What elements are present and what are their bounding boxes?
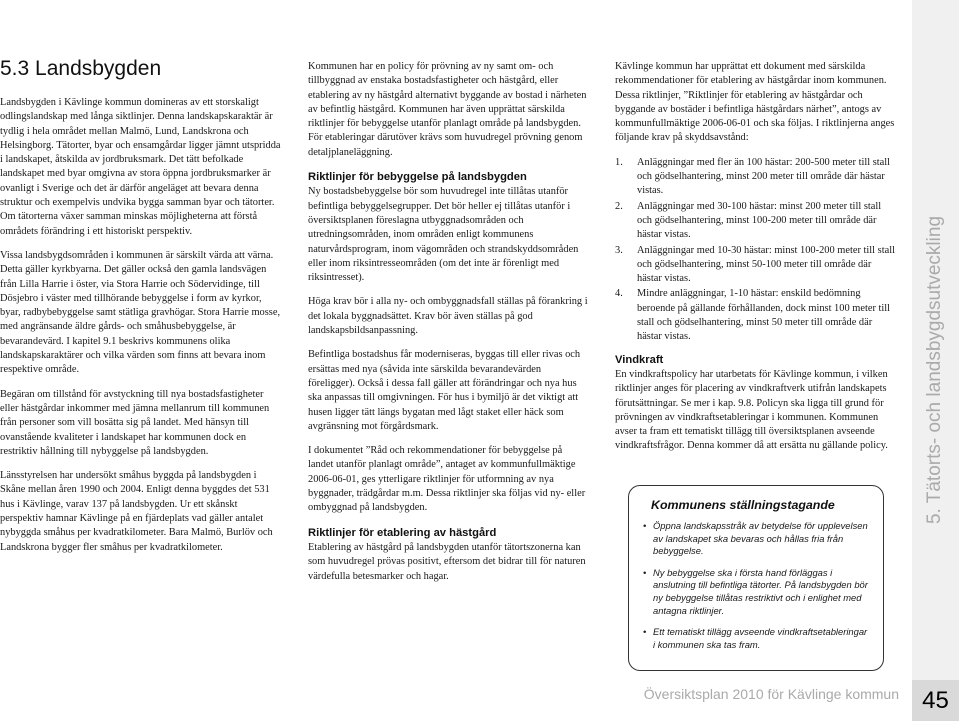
paragraph: Vissa landsbygdsområden i kommunen är särskilt värda att värna. Detta gäller kyrkbyarna. Det gäller också den gamla landsvägen från Lilla Harrie i öster, via Stora Harrie och Södervidinge, till Dösjebro i väster med tillhörande bebyggelse i form av kyrkor, byar, radbybebyggelse samt stätliga gravhögar. Stora Harrie mosse, med angränsande äldre gårds- och småhusbebyggelse, är bevarandevärd. I kapitel 9.1 beskrivs kommunens olika landskapskaraktärer och vilka värden som finns att bevara inom respektive område.: [0, 249, 281, 376]
list-item-text: Anläggningar med fler än 100 hästar: 200-500 meter till stall och gödselhantering, minst 200 meter till område där hästar vistas.: [637, 156, 891, 197]
list-item: [615, 244, 897, 287]
bullet-icon: •: [643, 566, 647, 578]
paragraph: Länsstyrelsen har undersökt småhus byggda på landsbygden i Skåne mellan åren 1990 och 2004. Enligt denna byggdes det 531 hus i Kävlinge, varav 137 på landsbygden. Ur ett skånskt perspektiv hamnar Kävlinge på en fjärdeplats vad gäller antalet nybyggda småhus per kvadratkilometer. Bara Malmö, Burlöv och Landskrona bygger fler småhus per kvadratkilometer.: [0, 470, 273, 553]
list-item: [615, 156, 897, 199]
subheading-guidelines-horse-farm: Riktlinjer för etablering av hästgård: [308, 526, 497, 539]
bullet-icon: •: [643, 520, 647, 531]
column-3: [615, 60, 897, 464]
bullet-icon: •: [643, 626, 647, 638]
list-item-text: Ett tematiskt tillägg avseende vindkraftsetableringar i kommunen ska tas fram.: [653, 626, 868, 650]
distance-requirements-list: [615, 156, 897, 345]
list-item: [643, 520, 871, 558]
paragraph: Befintliga bostadshus får moderniseras, byggas till eller rivas och ersättas med nya (såvida inte särskilda bevarandevärden föreligger). Också i dessa fall gäller att förändringar och nya hus ska anpassas till omgivningen. För hus i bymiljö är det viktigt att husen ligger tätt längs bygatan med lågt staket eller häck som avgränsning mot förgårdsmark.: [308, 349, 581, 432]
box-title: Kommunens ställningstagande: [651, 498, 835, 512]
list-item: [615, 200, 897, 243]
list-item: [643, 567, 871, 617]
subheading-wind-power: Vindkraft: [615, 353, 664, 366]
municipal-position-box: [628, 485, 884, 671]
list-item-text: Öppna landskapsstråk av betydelse för upplevelsen av landskapet ska bevaras och hållas fria från bebyggelse.: [653, 520, 868, 557]
list-number: 1.: [615, 156, 623, 168]
list-number: 4.: [615, 288, 623, 300]
subheading-guidelines-rural-building: Riktlinjer för bebyggelse på landsbygden: [308, 171, 527, 184]
list-item-text: Anläggningar med 10-30 hästar: minst 100-200 meter till stall och gödselhantering, minst 50-100 meter till område där hästar vistas.: [637, 244, 895, 285]
footer-document-title: Översiktsplan 2010 för Kävlinge kommun: [643, 686, 899, 702]
list-item-text: Anläggningar med 30-100 hästar: minst 200 meter till stall och gödselhantering, minst 100-200 meter till område där hästar vistas.: [637, 200, 882, 241]
page-number: 45: [912, 680, 959, 721]
paragraph: En vindkraftspolicy har utarbetats för Kävlinge kommun, i vilken riktlinjer anges för placering av vindkraftverk utifrån landskapets förutsättningar. Se mer i kap. 9.8. Policyn ska ligga till grund för prövningen av vindkraftsetableringar i kommunen. Kommunen avser ta fram ett tematiskt tillägg till översiktsplanen avseende vindkraftsfrågor. Denna kommer då att ersätta nu gällande policy.: [615, 368, 888, 452]
paragraph: Begäran om tillstånd för avstyckning till nya bostadsfastigheter eller hästgårdar inkommer med jämna mellanrum till kommunen från personer som vill bosätta sig på landet. Med hänsyn till ovanstående kvaliteter i landskapet har kommunen dock en restriktiv hållning till nybyggelse på landsbygden.: [0, 388, 270, 457]
list-item: [615, 287, 897, 344]
column-1: [0, 96, 282, 565]
section-title: 5.3 Landsbygden: [0, 57, 162, 80]
paragraph: I dokumentet ”Råd och rekommendationer för bebyggelse på landet utanför planlagt område”, antaget av kommunfullmäktige 2006-06-01, ges ytterligare riktlinjer för utformning av nya byggnader, trädgårdar m.m. Dessa riktlinjer ska följas vid ny- eller ombyggnad på landsbygden.: [308, 445, 586, 514]
list-number: 3.: [615, 244, 623, 256]
list-item: [643, 626, 871, 651]
list-number: 2.: [615, 200, 623, 212]
paragraph: Kommunen har en policy för prövning av ny samt om- och tillbyggnad av enstaka bostadsfastigheter och hästgård, eller etablering av ny hästgård alternativt byggande av bostad i närheten av befintlig hästgård. Kommunen har även upprättat särskilda riktlinjer för bebyggelse utanför planlagt område på landsbygden. För etableringar därutöver krävs som huvudregel prövning genom detaljplaneläggning.: [308, 61, 587, 158]
paragraph: Ny bostadsbebyggelse bör som huvudregel inte tillåtas utanför befintliga bebyggelsegrupper. Det bör heller ej tillåtas utanför i översiktsplanen föreslagna utbyggnadsområden och utredningsområden, inom områden enligt kommunens naturvårdsprogram, inom vägområden och strandskyddsområden eller inom riksintresseområden (om det inte är förenligt med riksintresset).: [308, 186, 579, 284]
chapter-title-vertical: 5. Tätorts- och landsbygdsutveckling: [924, 215, 945, 525]
list-item-text: Mindre anläggningar, 1-10 hästar: enskild bedömning beroende på gällande förhållanden, dock minst 100 meter till stall och gödselhantering, minst 50 meter till område där hästar vistas.: [637, 288, 891, 343]
list-item-text: Ny bebyggelse ska i första hand förläggas i anslutning till befintliga tätorter. På landsbygden bör ny bebyggelse tillåtas restriktivt och i enlighet med antagna riktlinjer.: [653, 566, 868, 616]
paragraph: Höga krav bör i alla ny- och ombyggnadsfall ställas på förankring i det lokala byggnadsättet. Krav bör även ställas på god landskapsbildsanpassning.: [308, 296, 588, 337]
paragraph: Etablering av hästgård på landsbygden utanför tätortszonerna kan som huvudregel prövas positivt, eftersom det bidrar till för naturen värdefulla betesmarker och hagar.: [308, 541, 586, 582]
position-list: [643, 520, 871, 651]
paragraph: Kävlinge kommun har upprättat ett dokument med särskilda rekommendationer för etablering av hästgårdar inom kommunen. Dessa riktlinjer, ”Riktlinjer för etablering av hästgårdar och byggande av bostäder i befintliga hästgårdars närhet”, antogs av kommunfullmäktige 2006-06-01 och ska följas. I riktlinjerna anges följande krav på skyddsavstånd:: [615, 61, 895, 144]
column-2: [308, 60, 590, 594]
paragraph: Landsbygden i Kävlinge kommun domineras av ett storskaligt odlingslandskap med långa siktlinjer. Denna landskapskaraktär är tydlig i hela området mellan Malmö, Lund, Landskrona och Helsingborg. Tätorter, byar och ensamgårdar ligger jämnt utspridda i landskapet, åtskilda av jordbruksmark. Det tätt befolkade landskapet med byar omgivna av stora öppna jordbruksmarker är ovanligt i Sverige och det är därför angeläget att bevara denna struktur och exempelvis undvika bygga samman byar och tätorter. Om tätorterna växer samman minskas möjligheterna att förstå områdets förändring i ett historiskt perspektiv.: [0, 97, 281, 237]
